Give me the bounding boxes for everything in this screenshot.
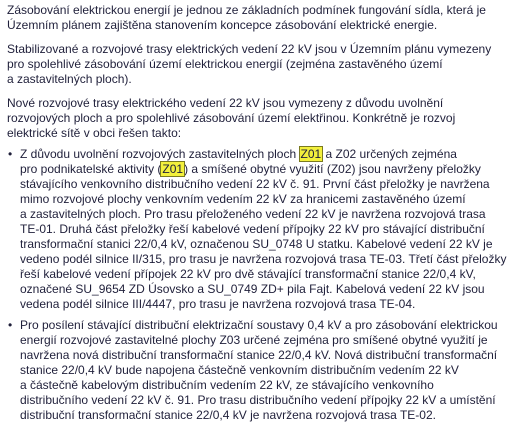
paragraph-new-routes: Nové rozvojové trasy elektrického vedení 22 kV jsou vymezeny z důvodu uvolnění rozvojových ploch a pro spolehlivé zásobování území elektřinou. Konkrétně je rozvoj elektrické sítě v obci řešen takto: xyxy=(7,96,456,140)
list-item-text xyxy=(20,147,506,311)
list-item-text: Pro posílení stávající distribuční elektrizační soustavy 0,4 kV a pro zásobování elektrickou energií rozvojové zastavitelné plochy Z03 určené zejména pro smíšené obytné využití je navržena nová distribuční transformační stanice 22/0,4 kV. Nová distribuční transformační stanice 22/0,4 kV bude napojena částečně venkovním distribučním vedením 22 kV a částečně kabelovým distribučním vedením 22 kV, ze stávajícího venkovního distribučního vedení 22 kV č. 91. Pro trasu distribučního vedení přípojky 22 kV a umístění distribuční transformační stanice 22/0,4 kV je navržena rozvojová trasa TE-02. xyxy=(20,318,498,422)
bullet-marker: • xyxy=(8,318,13,332)
paragraph-intro: Zásobování elektrickou energií je jednou ze základních podmínek fungování sídla, která je Územním plánem zajištěna stanovením koncepce zásobování elektrické energie. xyxy=(7,3,486,32)
list-item-text-part: Z důvodu uvolnění rozvojových zastavitelných ploch xyxy=(20,147,300,161)
bullet-list xyxy=(7,147,524,423)
list-item-text-part: a Z02 určených zejména pro podnikatelské aktivity ( xyxy=(20,147,457,176)
highlight-z01-boxed: Z01 xyxy=(300,147,322,161)
paragraph-stabilized-routes: Stabilizované a rozvojové trasy elektrických vedení 22 kV jsou v Územním plánu vymezeny pro spolehlivé zásobování území elektrickou energií (zejména zastavěného území a zastavitelných ploch). xyxy=(7,42,492,86)
bullet-marker: • xyxy=(8,147,13,161)
list-item xyxy=(7,147,524,312)
list-item-text-part: ) a smíšené obytné využití (Z02) jsou navrženy přeložky stávajícího venkovního distribučního vedení 22 kV č. 91. První část přeložky je navržena mimo rozvojové plochy venkovním vedením 22 kV za hranicemi zastavěného území a zastavitelných ploch. Pro trasu přeloženého vedení 22 kV je navržena rozvojová trasa TE-01. Druhá část přeložky řeší kabelové vedení přípojky 22 kV pro stávající distribuční transformační stanici 22/0,4 kV, označenou SU_0748 U statku. Kabelové vedení 22 kV je vedeno podél silnice II/315, pro trasu je navržena rozvojová trasa TE-03. Třetí část přeložky řeší kabelové vedení přípojek 22 kV pro dvě stávající transformační stanice 22/0,4 kV, označené SU_9654 ZD Úsovsko a SU_0749 ZD+ pila Fajt. Kabelová vedení 22 kV jsou vedena podél silnice III/4447, pro trasu je navržena rozvojová trasa TE-04. xyxy=(20,162,507,311)
highlight-z01: Z01 xyxy=(162,162,184,176)
list-item xyxy=(7,318,524,423)
